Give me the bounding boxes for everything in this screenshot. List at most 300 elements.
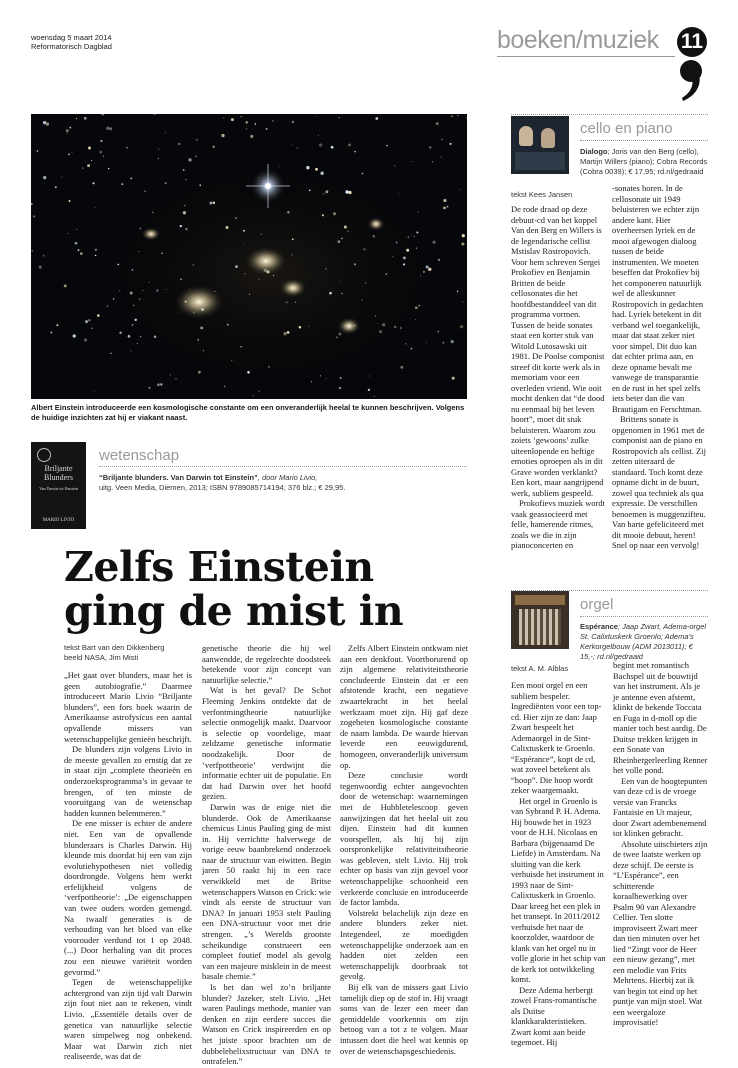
star-dot	[226, 226, 229, 229]
star-dot	[345, 190, 348, 193]
star-dot	[139, 251, 140, 252]
star-dot	[87, 164, 90, 167]
star-dot	[55, 186, 57, 188]
headline-line-1: Zelfs Einstein	[64, 543, 374, 591]
orgel-cd-title: Espérance	[580, 622, 618, 631]
star-dot	[418, 305, 420, 307]
star-dot	[354, 263, 356, 265]
star-dot	[69, 200, 71, 202]
star-dot	[213, 201, 216, 204]
star-dot	[196, 139, 198, 141]
star-dot	[126, 147, 128, 149]
credit-photo: beeld NASA, Jim Misti	[64, 653, 139, 662]
star-dot	[37, 150, 39, 152]
star-dot	[107, 305, 109, 307]
star-dot	[268, 366, 269, 367]
star-dot	[311, 381, 312, 382]
star-dot	[43, 255, 45, 257]
book-cover	[31, 442, 86, 529]
star-dot	[130, 177, 132, 179]
star-dot	[436, 122, 439, 125]
star-dot	[213, 146, 215, 148]
star-dot	[231, 118, 234, 121]
star-dot	[72, 152, 73, 153]
star-dot	[339, 333, 342, 336]
star-dot	[97, 314, 100, 317]
star-dot	[243, 244, 244, 245]
star-dot	[273, 275, 274, 276]
star-dot	[341, 238, 342, 239]
star-dot	[209, 202, 212, 205]
paragraph: „Het gaat over blunders, maar het is geen autobiografie.” Daarmee introduceert Mario Livio “Briljante blunders”, een fors boek waarin de Amerikaanse astrofysicus een aantal opvallende missers van wetenschappelijke genieën beschrijft.	[64, 670, 192, 744]
star-dot	[158, 158, 159, 159]
star-dot	[372, 235, 375, 238]
star-dot	[121, 183, 123, 185]
star-dot	[297, 147, 298, 148]
star-dot	[291, 144, 292, 145]
star-dot	[286, 301, 288, 303]
star-dot	[85, 320, 88, 323]
star-dot	[322, 214, 324, 216]
star-dot	[320, 172, 323, 175]
star-dot	[247, 371, 250, 374]
star-dot	[149, 282, 150, 283]
paragraph: Het orgel in Groenlo is van Sybrand P. H. Adema. Hij bouwde het in 1923 voor de H.H. Nicolaas en Barbara (bijgenaamd De Liefde) in Amsterdam. Na sluiting van die kerk verhuisde het instrument in 1993 naar de Sint-Calixtuskerk in Groenlo. Daar kreeg het een plek in het transept. In 2011/2012 verhuisde het naar de koorzolder, waardoor de klank van het orgel nu in volle glorie in het schip van de kerk tot ontwikkeling komt.	[511, 795, 606, 984]
star-dot	[243, 230, 245, 232]
star-dot	[418, 211, 419, 212]
star-dot	[382, 323, 385, 326]
paragraph: Een van de hoogtepunten van deze cd is de vroege versie van Francks Fantaisie en Ut majeur, door Zwart adembenemend tot klinken gebracht.	[613, 775, 708, 838]
star-dot	[320, 375, 321, 376]
paragraph: Tegen de wetenschappelijke achtergrond van zijn tijd valt Darwin zijn fout niet aan te rekenen, vindt Livio. „Essentiële details over de genetica van natuurlijke selectie waren simpelweg nog onbekend. Maar wat Darwin zich niet realiseerde, was dat de	[64, 977, 192, 1062]
star-dot	[341, 293, 342, 294]
star-dot	[348, 191, 351, 194]
star-dot	[224, 386, 225, 387]
book-info-publisher: uitg. Veen Media, Diemen, 2013; ISBN 9789085714194; 376 blz.; € 29,95.	[99, 483, 346, 492]
star-dot	[227, 324, 229, 326]
comma-icon	[677, 58, 705, 102]
star-dot	[432, 161, 433, 162]
cello-top-rule	[511, 114, 708, 115]
star-dot	[429, 146, 432, 149]
star-dot	[338, 240, 341, 243]
star-dot	[33, 215, 35, 217]
star-dot	[292, 238, 294, 240]
star-dot	[188, 158, 191, 161]
header-paper-name: Reformatorisch Dagblad	[31, 42, 112, 51]
paragraph: Absolute uitschieters zijn de twee laatste werken op deze schijf. De eerste is “L’Espérance”, een schitterende koraalbewerking over Psalm 90 van Alexandre Cellier. Ten slotte improviseert Zwart meer dan tien minuten over het lied “Zingt voor de Heer een nieuw gezang”, met een melodie van Frits Mehrtens. Hierbij zat ik van begin tot eind op het puntje van mijn stoel. Wat een weergaloze improvisatie!	[613, 838, 708, 1027]
star-dot	[394, 165, 395, 166]
paragraph: Deze conclusie wordt tegenwoordig echter aangevochten door de wetenschap: waarnemingen met de Hubbletelescoop geven aanwijzingen dat het heelal uit zou dijen. Einstein had dit kunnen voorspellen, als hij bij zijn oorspronkelijke relativiteitstheorie was gebleven, stelt Livio. Hij trok echter op basis van zijn gevoel voor wetenschappelijke schoonheid een verkeerde conclusie en introduceerde de factor lambda.	[340, 770, 468, 908]
star-dot	[244, 273, 245, 274]
star-dot	[200, 326, 203, 329]
cello-cd-info	[580, 147, 708, 177]
cover-band	[515, 152, 565, 170]
book-info-title: “Briljante blunders. Van Darwin tot Einstein”	[99, 473, 258, 482]
orgel-cd-details: ; Jaap Zwart, Adema-orgel St. Calixtuskerk Groenlo; Adema’s Kerkorgelbouw (ADM 2013011); € 15,-; rd.nl/gedraaid	[580, 622, 707, 661]
star-dot	[450, 143, 452, 145]
star-dot	[462, 301, 463, 302]
star-dot	[152, 212, 153, 213]
book-section-rule	[99, 466, 467, 467]
star-dot	[325, 190, 328, 193]
star-dot	[451, 115, 453, 117]
star-dot	[411, 235, 412, 236]
paragraph: De rode draad op deze debuut-cd van het koppel Van den Berg en Willers is de legendarische cellist Mstislav Rostropovich. Voor hem schreven Sergei Prokofiev en Benjamin Britten de beide cellosonates die het hoofdbestanddeel van dit programma vormen. Tussen de beide sonates staat een korter stuk van Witold Lutosawski uit 1981. De Poolse componist streef dit korte werk als in memoriam voor een overleden vriend. Wie ooit mocht denken dat “de dood nu eenmaal bij het leven hoort”, moet dit stuk beluisteren. Waarom zou zoiets ‘gewoons’ zulke uiteenlopende en heftige emoties oproepen als in dit Grave worden verklankt? Een kort, maar aangrijpend werk, subliem gespeeld.	[511, 204, 605, 498]
star-dot	[406, 249, 409, 252]
star-dot	[412, 161, 413, 162]
star-dot	[362, 173, 364, 175]
star-dot	[333, 212, 336, 215]
star-dot	[140, 336, 141, 337]
star-dot	[235, 217, 237, 219]
star-dot	[185, 228, 188, 231]
star-dot	[73, 334, 76, 337]
star-dot	[56, 324, 58, 326]
star-dot	[240, 346, 241, 347]
star-dot	[95, 249, 98, 252]
star-dot	[400, 366, 403, 369]
star-dot	[103, 156, 104, 157]
star-dot	[61, 177, 62, 178]
star-dot	[399, 193, 400, 194]
star-dot	[198, 371, 201, 374]
paragraph: Deze Adema herbergt zowel Frans-romantische als Duitse klankkarakteristieken. Zwart komt aan beide tegemoet. Hij	[511, 984, 597, 1047]
cello-cd-title: Dialogo	[580, 147, 608, 156]
star-dot	[144, 191, 145, 192]
star-dot	[258, 279, 259, 280]
star-dot	[306, 166, 309, 169]
star-dot	[441, 139, 443, 141]
star-dot	[183, 169, 185, 171]
star-dot	[195, 156, 197, 158]
headline-line-2: ging de mist in	[64, 587, 404, 635]
star-dot	[161, 253, 163, 255]
star-dot	[379, 330, 382, 333]
star-dot	[235, 265, 238, 268]
star-dot	[139, 299, 140, 300]
star-dot	[231, 360, 232, 361]
star-dot	[119, 332, 122, 335]
star-dot	[315, 168, 318, 171]
star-dot	[403, 263, 405, 265]
cello-cd-details: ; Joris van den Berg (cello), Martijn Willers (piano); Cobra Records (Cobra 0039); € 17,95; rd.nl/gedraaid	[580, 147, 708, 176]
orgel-section-label: orgel	[580, 596, 614, 613]
orgel-label-rule	[580, 616, 708, 617]
cover-title: Briljante Blunders	[44, 464, 73, 482]
star-dot	[287, 211, 289, 213]
paragraph: Volstrekt belachelijk zijn deze en andere blunders zeker niet. Integendeel, ze moedigden wetenschappelijke onderzoek aan en hadden niet zelden een wetenschappelijk doorbraak tot gevolg.	[340, 907, 468, 982]
star-dot	[416, 231, 418, 233]
star-dot	[246, 128, 248, 130]
star-dot	[374, 396, 375, 397]
star-dot	[292, 121, 294, 123]
star-dot	[100, 140, 102, 142]
paragraph: Darwin was de enige niet die blunderde. Ook de Amerikaanse chemicus Linus Pauling ging de mist in. Hij verrichtte halverwege de vorige eeuw baanbrekend onderzoek naar de structuur van eiwitten. Begin jaren 50 raakt hij in een race verwikkeld met de Britse wetenschappers Watson en Crick: wie vindt als eerste de structuur van DNA? In januari 1953 stelt Pauling een DNA-structuur voor met drie strengen. „’s Werelds grootste scheikundige construeert een compleet foutief model als gevolg van een majeure misklein in de meest basale chemie.”	[202, 801, 331, 982]
paragraph: Is het dan wel zo’n briljante blunder? Jazeker, stelt Livio. „Het waren Paulings methode, manier van denken en zijn eerdere succes die Watson en Crick inspireerden en op het juiste spoor brachten om de dubbelehelixstructuur van DNA te ontrafelen.”	[202, 982, 331, 1067]
star-dot	[88, 147, 91, 150]
star-dot	[428, 268, 431, 271]
star-dot	[365, 283, 366, 284]
star-dot	[131, 350, 132, 351]
article-column-1	[64, 670, 192, 1062]
star-dot	[319, 143, 322, 146]
star-dot	[128, 335, 131, 338]
star-dot	[443, 199, 446, 202]
star-dot	[130, 291, 133, 294]
star-dot	[64, 284, 67, 287]
star-dot	[316, 116, 317, 117]
star-dot	[457, 115, 458, 116]
star-dot	[99, 151, 102, 154]
star-dot	[76, 118, 77, 119]
star-dot	[178, 143, 181, 146]
star-dot	[369, 375, 370, 376]
star-dot	[165, 132, 166, 133]
orgel-column-1	[511, 680, 607, 1048]
star-dot	[309, 190, 311, 192]
star-dot	[69, 127, 71, 129]
star-dot	[88, 319, 90, 321]
star-dot	[405, 343, 406, 344]
galaxy-cluster-image	[31, 114, 467, 399]
star-dot	[75, 242, 78, 245]
star-dot	[31, 203, 33, 205]
cello-cd-cover	[511, 116, 569, 174]
star-dot	[137, 343, 138, 344]
star-dot	[154, 335, 157, 338]
star-dot	[95, 207, 96, 208]
cover-author: MARIO LIVIO	[42, 518, 75, 523]
star-dot	[347, 231, 348, 232]
star-dot	[400, 327, 402, 329]
star-dot	[283, 332, 286, 335]
star-dot	[339, 117, 340, 118]
article-credits	[64, 643, 164, 663]
star-dot	[113, 298, 114, 299]
cello-column-2	[612, 183, 708, 551]
star-dot	[426, 266, 429, 269]
star-dot	[185, 179, 187, 181]
star-dot	[287, 331, 290, 334]
star-dot	[394, 326, 397, 329]
star-dot	[457, 291, 458, 292]
star-dot	[92, 182, 94, 184]
star-dot	[223, 118, 224, 119]
star-dot	[117, 264, 119, 266]
star-dot	[142, 290, 143, 291]
star-dot	[325, 378, 326, 379]
star-dot	[339, 387, 341, 389]
star-dot	[250, 135, 253, 138]
star-dot	[375, 315, 377, 317]
star-dot	[110, 353, 112, 355]
star-dot	[43, 176, 46, 179]
star-dot	[82, 167, 84, 169]
star-dot	[299, 326, 302, 329]
star-dot	[329, 292, 332, 295]
cello-column-1	[511, 204, 606, 551]
star-dot	[175, 378, 177, 380]
star-dot	[368, 389, 370, 391]
star-dot	[396, 242, 398, 244]
star-dot	[160, 383, 162, 385]
cover-subtitle: Van Darwin tot Einstein	[39, 486, 78, 491]
star-dot	[180, 278, 182, 280]
star-dot	[308, 325, 309, 326]
galaxy-photo	[31, 114, 467, 399]
header-rule	[497, 56, 675, 57]
star-dot	[344, 225, 347, 228]
star-dot	[249, 294, 250, 295]
article-headline	[64, 545, 484, 633]
star-dot	[386, 145, 388, 147]
star-dot	[279, 166, 280, 167]
star-dot	[76, 229, 77, 230]
star-dot	[339, 281, 340, 282]
star-dot	[375, 117, 378, 120]
star-dot	[221, 134, 224, 137]
star-dot	[39, 266, 42, 269]
star-dot	[443, 207, 446, 210]
star-dot	[193, 264, 195, 266]
star-dot	[94, 391, 95, 392]
star-dot	[132, 324, 134, 326]
star-dot	[31, 250, 33, 252]
star-dot	[325, 268, 326, 269]
star-dot	[46, 122, 49, 125]
star-dot	[183, 211, 186, 214]
star-dot	[80, 252, 83, 255]
star-dot	[184, 205, 185, 206]
star-dot	[441, 156, 443, 158]
star-dot	[84, 117, 87, 120]
star-dot	[95, 255, 97, 257]
star-dot	[323, 193, 324, 194]
star-dot	[336, 337, 337, 338]
paragraph: Brittens sonate is opgenomen in 1961 met de componist aan de piano en Rostropovich als cellist. Zij zetten uiteraard de standaard. Toch komt deze opname dicht in de buurt, zowel qua techniek als qua expressie. De verschillen benoemen is muggenzifteu. Van harte gefeliciteerd met dit mooie debuut, heren! Snel op naar een vervolg!	[612, 414, 706, 550]
cello-label-rule	[580, 140, 708, 141]
star-dot	[258, 390, 260, 392]
book-section-label: wetenschap	[99, 447, 180, 464]
star-dot	[156, 289, 158, 291]
star-dot	[361, 300, 362, 301]
star-dot	[438, 259, 440, 261]
paragraph: begint met romantisch Bachspel uit de bouwtijd van het instrument. Als je je antenne even afstemt, klinkt de bekende Toccata en Fuga in d-moll op die manier toch best aardig. De Duitse trekken krijgen in een Sonate van Rheinbergerleerling Renner het volle pond.	[613, 660, 708, 775]
star-dot	[420, 275, 421, 276]
paragraph: -sonates horen. In de cellosonate uit 1949 beluisteren we echter zijn andere kant. Hier overheersen lyriek en de mooi afgewogen dialoog tussen de beide instrumenten. We moeten beseffen dat Prokofiev bij het componeren natuurlijk wel de alleskunner Rostropovich in gedachten had. Lyriek betekent in dit verband wel toegankelijk, maar dat staat zeker niet voor simpel. Dit duo kan dat echter prima aan, en deze opname bevalt me vanwege de transparantie en de rust in het spel zelfs iets beter dan die van Brautigam en Ferschtman.	[612, 183, 704, 414]
star-dot	[170, 374, 171, 375]
star-dot	[295, 302, 296, 303]
star-dot	[261, 234, 262, 235]
star-dot	[386, 273, 388, 275]
star-dot	[91, 160, 92, 161]
star-dot	[158, 149, 159, 150]
section-title: boeken/muziek	[497, 26, 659, 54]
article-column-3	[340, 643, 468, 1056]
star-dot	[462, 234, 465, 237]
paragraph: Een mooi orgel en een subliem bespeler. Ingrediënten voor een top-cd. Hier zijn ze dan: Jaap Zwart bespeelt het Ademaorgel in de Sint-Calixtuskerk te Groenlo. “Espérance”, kopt de cd, wat zoveel betekent als “hoop”. Die hoop wordt zeker waargemaakt.	[511, 680, 602, 795]
star-dot	[415, 319, 416, 320]
page-number: 11	[677, 27, 707, 57]
book-info	[99, 473, 399, 493]
star-dot	[403, 256, 406, 259]
star-dot	[340, 377, 342, 379]
star-dot	[466, 118, 467, 119]
star-dot	[199, 184, 201, 186]
star-dot	[460, 325, 463, 328]
paragraph: Prokofievs muziek wordt vaak geassocieerd met felle, hamerende ritmes, zoals we die in zijn pianoconcerten en	[511, 498, 605, 550]
star-dot	[133, 305, 134, 306]
paragraph: genetische theorie die hij wel aanwendde, de regelrechte doodsteek betekende voor zijn concept van natuurlijke selectie.”	[202, 643, 331, 685]
star-dot	[266, 128, 268, 130]
star-dot	[157, 383, 160, 386]
star-dot	[414, 236, 415, 237]
star-dot	[139, 228, 141, 230]
star-dot	[108, 168, 110, 170]
paragraph: Wat is het geval? De Schot Fleeming Jenkins ontdekte dat de verfontmingtheorie natuurlijke selectie onmogelijk maakt. Daarvoor is selectie op voordelige, maar zeldzame genetische informatie noodzakelijk. Door de ‘verfpottheorie’ verdwijnt die informatie echter uit de populatie. En dat had Darwin over het hoofd gezien.	[202, 685, 331, 802]
star-dot	[459, 189, 460, 190]
star-dot	[415, 306, 418, 309]
header-date: woensdag 5 maart 2014	[31, 33, 112, 42]
star-dot	[447, 206, 449, 208]
star-dot	[106, 127, 109, 130]
star-dot	[165, 182, 167, 184]
paragraph: De blunders zijn volgens Livio in de meeste gevallen zo ernstig dat ze in staat zijn „complete theorieën en onderzoeksprogramma’s in gevaar te brengen, of ten minste de vooruitgang van de wetenschap hadden kunnen belemmeren.”	[64, 744, 192, 818]
star-dot	[180, 225, 182, 227]
star-dot	[68, 153, 70, 155]
star-dot	[246, 121, 248, 123]
cover-title-band	[515, 595, 565, 605]
star-dot	[461, 242, 464, 245]
star-dot	[134, 319, 136, 321]
star-dot	[50, 331, 52, 333]
cover-musician-1	[519, 126, 533, 146]
star-dot	[119, 290, 120, 291]
star-dot	[241, 116, 242, 117]
article-column-2	[202, 643, 331, 1067]
star-dot	[203, 350, 204, 351]
cover-planet-icon	[37, 448, 51, 462]
credit-text: tekst Bart van den Dikkenberg	[64, 643, 165, 652]
paragraph: De ene misser is echter de andere niet. Een van de opvallende blunderaars is Charles Darwin. Hij kleunde mis doordat hij een van zijn evolutiehypothesen niet volledig doordrongde. Volgens hem werkt erfelijkheid volgens de ‘verfpottheorie’: „De eigenschappen van twee ouders worden gemengd. Na twaalf generaties is de verhouding van het bloed van elke voorouder verdund tot 1 op 2048. (...) Door herhaling van dit proces zou een nieuwe variëteit worden gevormd.”	[64, 818, 192, 977]
star-dot	[67, 233, 68, 234]
paragraph: Zelfs Albert Einstein ontkwam niet aan een denkfout. Voortborurend op zijn algemene relativiteitstheorie concludeerde Einstein dat er een afstotende kracht, een negatieve zwaartekracht in het heelal werkzaam moet zijn. Hij gaf deze zogeheten kosmologische constante de naam lambda. De waarde hiervan leverde een eeuwigdurend, homogeen, onveranderlijk universum op.	[340, 643, 468, 770]
star-dot	[254, 123, 256, 125]
orgel-byline: tekst A. M. Alblas	[511, 664, 569, 673]
star-dot	[109, 127, 112, 130]
star-dot	[392, 256, 393, 257]
star-dot	[149, 387, 151, 389]
orgel-column-2	[613, 660, 708, 1028]
cello-section-label: cello en piano	[580, 120, 673, 137]
page-header-info	[31, 33, 112, 51]
star-dot	[43, 121, 46, 124]
star-dot	[132, 269, 134, 271]
organ-pipes	[519, 609, 561, 645]
star-dot	[408, 236, 410, 238]
star-dot	[451, 340, 454, 343]
star-dot	[272, 120, 274, 122]
star-dot	[437, 331, 439, 333]
star-dot	[91, 327, 93, 329]
star-dot	[423, 271, 425, 273]
star-dot	[354, 151, 356, 153]
star-dot	[442, 342, 444, 344]
photo-caption: Albert Einstein introduceerde een kosmologische constante om een onveranderlijk heelal te kunnen beschrijven. Volgens de huidige inzichten zat hij er viakant naast.	[31, 403, 465, 422]
star-dot	[416, 247, 417, 248]
star-dot	[331, 146, 334, 149]
